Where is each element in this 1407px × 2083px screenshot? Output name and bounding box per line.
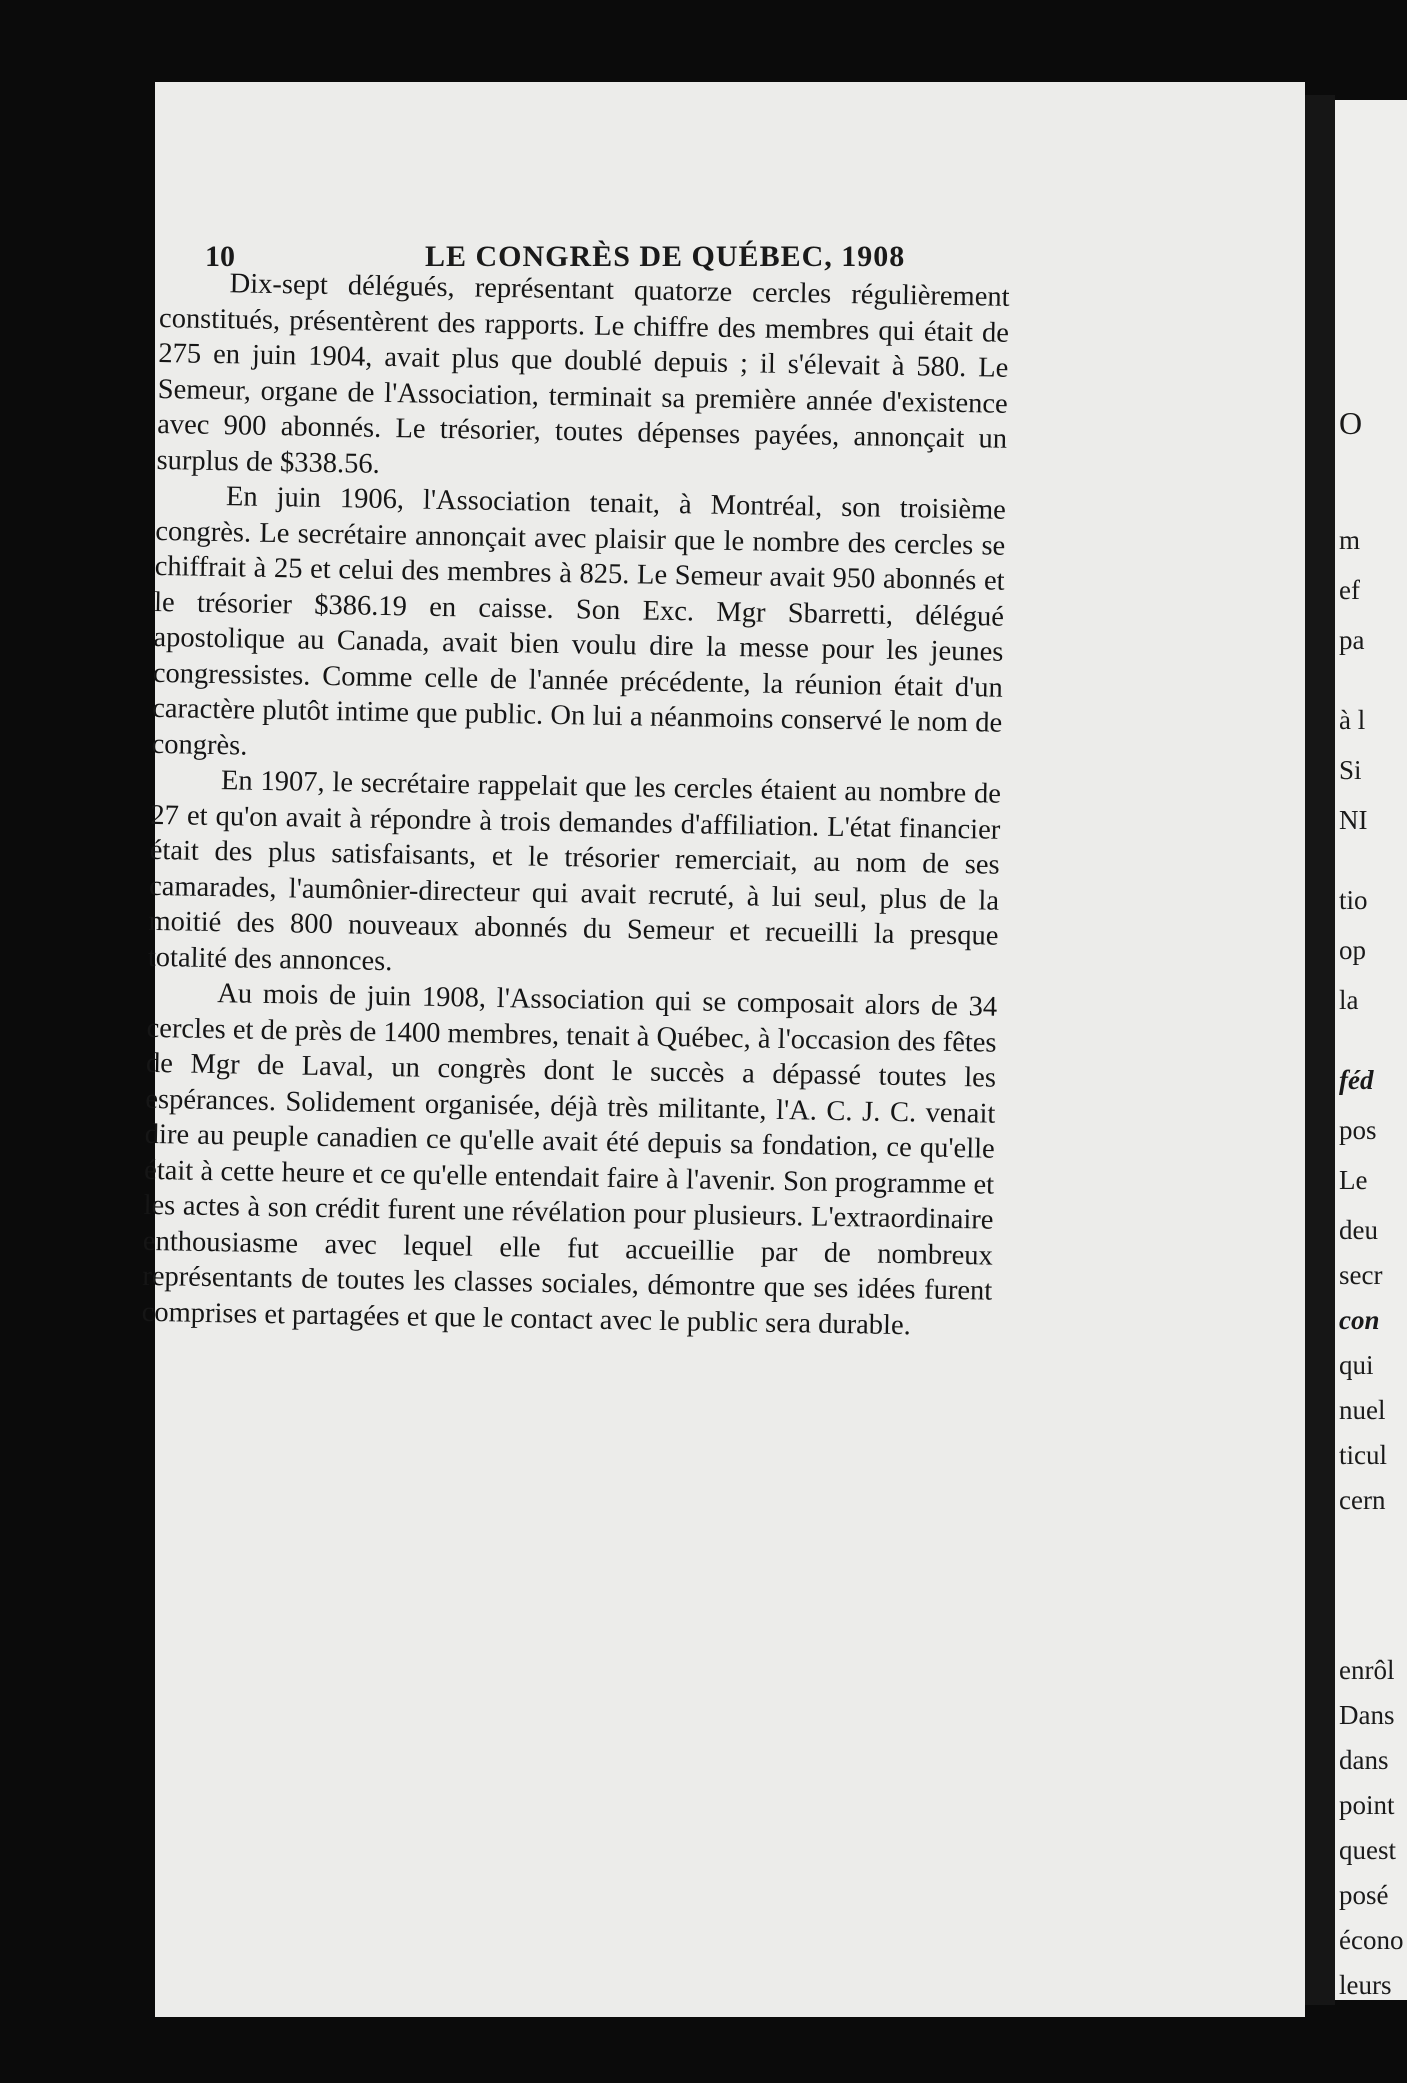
facing-page-fragment: tio bbox=[1339, 885, 1368, 915]
facing-page-fragment: écono bbox=[1339, 1925, 1404, 1955]
facing-page-fragment: cern bbox=[1339, 1485, 1386, 1515]
body-text bbox=[141, 265, 1009, 1345]
facing-page-fragment: leurs bbox=[1339, 1970, 1392, 2000]
facing-page-fragment: O bbox=[1339, 405, 1363, 441]
paragraph: Dix-sept délégués, représentant quatorze cercles régulièrement constitués, présentèrent des rapports. Le chiffre des membres qui était de 275 en juin 1904, avait plus que doublé depuis ; il s'élevait à 580. Le Semeur, organe de l'Association, terminait sa première année d'existence avec 900 abonnés. Le trésorier, toutes dépenses payées, annonçait un surplus de $338.56. bbox=[156, 268, 1010, 480]
facing-page-fragment: ticul bbox=[1339, 1440, 1387, 1470]
facing-page-fragment: posé bbox=[1339, 1880, 1389, 1910]
facing-page-fragment: pos bbox=[1339, 1115, 1377, 1145]
facing-page-fragment: la bbox=[1339, 985, 1359, 1015]
facing-page-fragment: NI bbox=[1339, 805, 1368, 835]
facing-page-fragment: op bbox=[1339, 935, 1366, 965]
facing-page-fragment: enrôl bbox=[1339, 1655, 1395, 1685]
facing-page-fragment: dans bbox=[1339, 1745, 1389, 1775]
facing-page-fragment: ef bbox=[1339, 575, 1360, 605]
facing-page-fragment: Si bbox=[1339, 755, 1362, 785]
facing-page-fragment: à l bbox=[1339, 705, 1366, 735]
facing-page-fragment: con bbox=[1339, 1305, 1380, 1335]
facing-page-fragment: qui bbox=[1339, 1350, 1374, 1380]
facing-page-fragment: m bbox=[1339, 525, 1361, 555]
page-number: 10 bbox=[205, 240, 235, 273]
facing-page-fragment: Le bbox=[1339, 1165, 1368, 1195]
facing-page-fragment: quest bbox=[1339, 1835, 1396, 1865]
facing-page-fragment: deu bbox=[1339, 1215, 1378, 1245]
facing-page-fragment: point bbox=[1339, 1790, 1395, 1820]
facing-page-fragment: pa bbox=[1339, 625, 1365, 655]
paragraph: En juin 1906, l'Association tenait, à Montréal, son troisième congrès. Le secrétaire annonçait avec plaisir que le nombre des cercles se chiffrait à 25 et celui des membres à 825. Le Semeur avait 950 abonnés et le trésorier $386.19 en caisse. Son Exc. Mgr Sbarretti, délégué apostolique au Canada, avait bien voulu dire la messe pour les jeunes congressistes. Comme celle de l'année précédente, la réunion était d'un caractère plutôt intime que public. On lui a néanmoins conservé le nom de congrès. bbox=[151, 481, 1007, 762]
facing-page-edge bbox=[1335, 100, 1407, 2000]
facing-page-fragment: Dans bbox=[1339, 1700, 1395, 1730]
paragraph: Au mois de juin 1908, l'Association qui se composait alors de 34 cercles et de près de 1400 membres, tenait à Québec, à l'occasion des fêtes de Mgr de Laval, un congrès dont le succès a dépassé toutes les espérances. Solidement organisée, déjà très militante, l'A. C. J. C. venait dire au peuple canadien ce qu'elle avait été depuis sa fondation, ce qu'elle était à cette heure et ce qu'elle entendait faire à l'avenir. Son programme et les actes à son crédit furent une révélation pour plusieurs. L'extraordinaire enthousiasme avec lequel elle fut accueillie par de nombreux représentants de toutes les classes sociales, démontre que ses idées furent comprises et partagées et que le contact avec le public sera durable. bbox=[141, 978, 998, 1341]
facing-page-fragment: nuel bbox=[1339, 1395, 1386, 1425]
facing-page-fragment: féd bbox=[1339, 1065, 1374, 1095]
running-head-title: LE CONGRÈS DE QUÉBEC, 1908 bbox=[425, 240, 906, 273]
facing-page-fragment: secr bbox=[1339, 1260, 1383, 1290]
paragraph: En 1907, le secrétaire rappelait que les cercles étaient au nombre de 27 et qu'on avait à répondre à trois demandes d'affiliation. L'état financier était des plus satisfaisants, et le trésorier remerciait, au nom de ses camarades, l'aumônier-directeur qui avait recruté, à lui seul, plus de la moitié des 800 nouveaux abonnés du Semeur et recueilli la presque totalité des annonces. bbox=[147, 765, 1002, 977]
book-gutter bbox=[1305, 95, 1335, 2005]
